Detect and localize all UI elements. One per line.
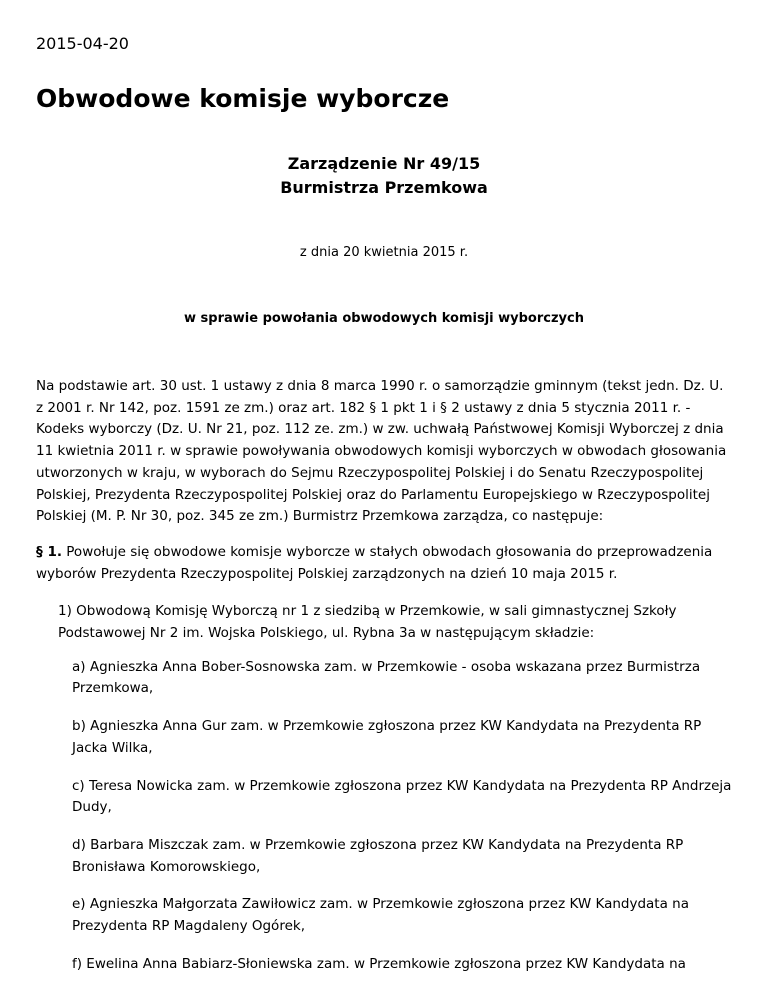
order-subject: w sprawie powołania obwodowych komisji wyborczych <box>184 311 584 326</box>
legal-basis-paragraph: Na podstawie art. 30 ust. 1 ustawy z dnia 8 marca 1990 r. o samorządzie gminnym (tekst jedn. Dz. U. z 2001 r. Nr 142, poz. 1591 ze zm.) oraz art. 182 § 1 pkt 1 i § 2 ustawy z dnia 5 stycznia 2011 r. - Kodeks wyborczy (Dz. U. Nr 21, poz. 112 ze. zm.) w zw. uchwałą Państwowej Komisji Wyborczej z dnia 11 kwietnia 2011 r. w sprawie powoływania obwodowych komisji wyborczych w obwodach głosowania utworzonych w kraju, w wyborach do Sejmu Rzeczypospolitej Polskiej i do Senatu Rzeczypospolitej Polskiej, Prezydenta Rzeczypospolitej Polskiej oraz do Parlamentu Europejskiego w Rzeczypospolitej Polskiej (M. P. Nr 30, poz. 345 ze zm.) Burmistrz Przemkowa zarządza, co następuje: <box>36 378 727 525</box>
page-title: Obwodowe komisje wyborcze <box>36 84 450 113</box>
list-item: c) Teresa Nowicka zam. w Przemkowie zgłoszona przez KW Kandydata na Prezydenta RP Andrzeja Dudy, <box>72 777 732 816</box>
commission-1-paragraph: 1) Obwodową Komisję Wyborczą nr 1 z siedzibą w Przemkowie, w sali gimnastycznej Szkoły Podstawowej Nr 2 im. Wojska Polskiego, ul. Rybna 3a w następującym składzie: <box>58 603 677 642</box>
commission-members-list <box>36 657 732 976</box>
section-1-number: § 1. <box>36 543 62 560</box>
order-author: Burmistrza Przemkowa <box>280 178 488 197</box>
list-item: e) Agnieszka Małgorzata Zawiłowicz zam. w Przemkowie zgłoszona przez KW Kandydata na Prezydenta RP Magdaleny Ogórek, <box>72 896 689 935</box>
order-number: Zarządzenie Nr 49/15 <box>287 154 481 173</box>
publication-date: 2015-04-20 <box>36 34 129 53</box>
list-item: a) Agnieszka Anna Bober-Sosnowska zam. w Przemkowie - osoba wskazana przez Burmistrza Przemkowa, <box>72 658 701 697</box>
list-item: f) Ewelina Anna Babiarz-Słoniewska zam. w Przemkowie zgłoszona przez KW Kandydata na <box>72 955 686 972</box>
list-item: d) Barbara Miszczak zam. w Przemkowie zgłoszona przez KW Kandydata na Prezydenta RP Bronisława Komorowskiego, <box>72 836 684 875</box>
section-1-text: Powołuje się obwodowe komisje wyborcze w stałych obwodach głosowania do przeprowadzenia wyborów Prezydenta Rzeczypospolitej Polskiej zarządzonych na dzień 10 maja 2015 r. <box>36 543 713 582</box>
order-heading <box>36 152 732 200</box>
list-item: b) Agnieszka Anna Gur zam. w Przemkowie zgłoszona przez KW Kandydata na Prezydenta RP Jacka Wilka, <box>72 718 702 756</box>
order-date: z dnia 20 kwietnia 2015 r. <box>299 245 469 260</box>
section-1-paragraph <box>36 542 732 585</box>
